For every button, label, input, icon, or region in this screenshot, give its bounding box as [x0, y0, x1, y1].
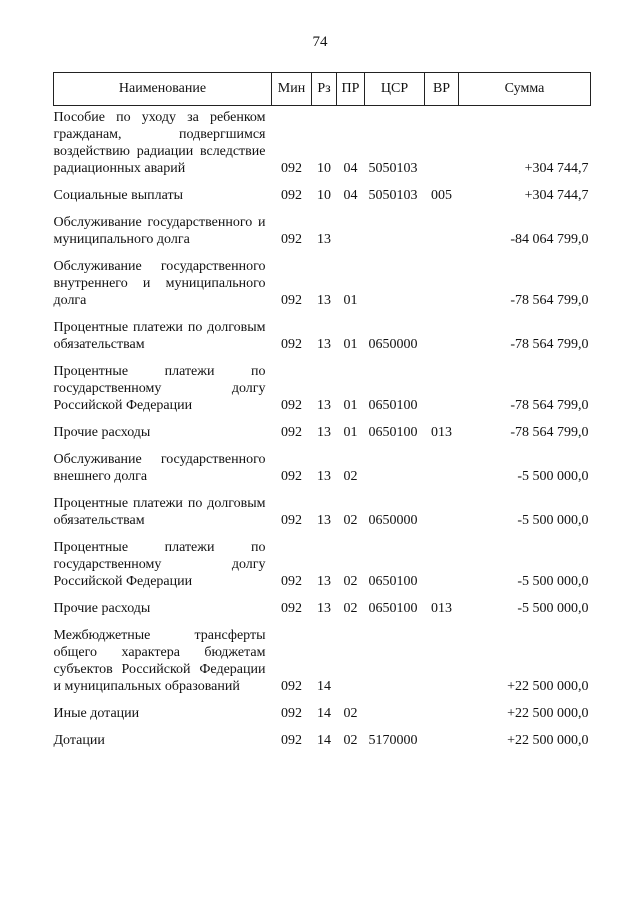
row-rz: 13	[317, 232, 331, 247]
row-sum: -78 564 799,0	[510, 398, 589, 413]
table-row	[54, 451, 591, 495]
row-csr: 5050103	[368, 161, 418, 176]
table-row	[54, 539, 591, 600]
row-min: 092	[281, 161, 302, 176]
row-csr: 0650100	[368, 425, 418, 440]
row-name: Обслуживание государственного внутреннего и муниципального долга	[53, 259, 266, 308]
row-vr: 013	[431, 601, 452, 616]
row-name: Процентные платежи по долговым обязательствам	[53, 496, 266, 528]
row-min: 092	[281, 469, 302, 484]
row-csr	[365, 258, 425, 319]
row-name: Процентные платежи по государственному долгу Российской Федерации	[53, 364, 266, 413]
row-csr	[365, 627, 425, 705]
row-name: Прочие расходы	[53, 601, 151, 616]
row-sum: +22 500 000,0	[507, 706, 589, 721]
row-min: 092	[281, 337, 302, 352]
row-pr: 02	[343, 469, 358, 484]
row-pr	[337, 627, 365, 705]
row-name: Обслуживание государственного внешнего долга	[53, 452, 266, 484]
row-vr	[425, 451, 459, 495]
row-sum: +304 744,7	[524, 161, 589, 176]
row-min: 092	[281, 232, 302, 247]
row-vr	[425, 319, 459, 363]
row-rz: 14	[317, 679, 331, 694]
row-csr: 0650100	[368, 398, 418, 413]
page-number: 74	[312, 34, 328, 50]
row-sum: +22 500 000,0	[507, 679, 589, 694]
row-name: Иные дотации	[53, 706, 140, 721]
row-pr: 01	[343, 398, 358, 413]
header-name: Наименование	[54, 73, 272, 106]
row-min: 092	[281, 733, 302, 748]
table-body	[54, 106, 591, 760]
row-vr	[425, 258, 459, 319]
row-pr: 04	[343, 188, 358, 203]
row-pr: 02	[343, 706, 358, 721]
row-sum: -78 564 799,0	[510, 425, 589, 440]
row-name: Пособие по уходу за ребенком гражданам, подвергшимся воздействию радиации вследствие радиационных аварий	[53, 110, 266, 176]
row-csr: 0650100	[368, 574, 418, 589]
row-sum: -78 564 799,0	[510, 337, 589, 352]
row-pr	[337, 214, 365, 258]
row-pr: 01	[343, 337, 358, 352]
row-rz: 14	[317, 706, 331, 721]
row-min: 092	[281, 398, 302, 413]
table-row	[54, 187, 591, 214]
row-vr	[425, 214, 459, 258]
row-pr: 02	[343, 574, 358, 589]
header-pr: ПР	[337, 73, 365, 106]
table-row	[54, 627, 591, 705]
row-pr: 02	[343, 733, 358, 748]
row-rz: 13	[317, 425, 331, 440]
row-vr	[425, 705, 459, 732]
row-rz: 13	[317, 513, 331, 528]
row-sum: +22 500 000,0	[507, 733, 589, 748]
table-header	[54, 73, 591, 106]
row-min: 092	[281, 574, 302, 589]
row-csr: 5050103	[368, 188, 418, 203]
row-vr	[425, 627, 459, 705]
row-sum: -5 500 000,0	[517, 513, 589, 528]
row-vr: 005	[431, 188, 452, 203]
row-rz: 13	[317, 293, 331, 308]
table-row	[54, 705, 591, 732]
row-vr	[425, 495, 459, 539]
row-sum: +304 744,7	[524, 188, 589, 203]
table-row	[54, 106, 591, 188]
header-min: Мин	[272, 73, 312, 106]
row-rz: 14	[317, 733, 331, 748]
row-pr: 04	[343, 161, 358, 176]
table-row	[54, 214, 591, 258]
row-name: Социальные выплаты	[53, 188, 184, 203]
table-row	[54, 600, 591, 627]
header-sum: Сумма	[459, 73, 591, 106]
row-min: 092	[281, 679, 302, 694]
row-rz: 13	[317, 337, 331, 352]
row-min: 092	[281, 513, 302, 528]
header-rz: Рз	[312, 73, 337, 106]
row-name: Межбюджетные трансферты общего характера бюджетам субъектов Российской Федерации и муниципальных образований	[53, 628, 266, 694]
row-csr	[365, 451, 425, 495]
row-rz: 13	[317, 469, 331, 484]
row-rz: 13	[317, 398, 331, 413]
row-rz: 13	[317, 574, 331, 589]
header-vr: ВР	[425, 73, 459, 106]
row-rz: 10	[317, 188, 331, 203]
table-row	[54, 495, 591, 539]
row-vr	[425, 732, 459, 759]
row-vr	[425, 539, 459, 600]
table-row	[54, 424, 591, 451]
row-vr	[425, 106, 459, 188]
table-row	[54, 732, 591, 759]
row-rz: 13	[317, 601, 331, 616]
row-min: 092	[281, 293, 302, 308]
row-sum: -84 064 799,0	[510, 232, 589, 247]
header-csr: ЦСР	[365, 73, 425, 106]
row-name: Обслуживание государственного и муниципального долга	[53, 215, 266, 247]
budget-table	[53, 72, 591, 759]
row-min: 092	[281, 706, 302, 721]
row-min: 092	[281, 425, 302, 440]
row-pr: 01	[343, 425, 358, 440]
row-name: Прочие расходы	[53, 425, 151, 440]
row-pr: 02	[343, 513, 358, 528]
row-vr	[425, 363, 459, 424]
row-min: 092	[281, 188, 302, 203]
row-pr: 02	[343, 601, 358, 616]
row-name: Процентные платежи по долговым обязательствам	[53, 320, 266, 352]
row-vr: 013	[431, 425, 452, 440]
row-pr: 01	[343, 293, 358, 308]
row-min: 092	[281, 601, 302, 616]
row-name: Процентные платежи по государственному долгу Российской Федерации	[53, 540, 266, 589]
row-sum: -78 564 799,0	[510, 293, 589, 308]
row-csr: 0650000	[368, 337, 418, 352]
row-sum: -5 500 000,0	[517, 574, 589, 589]
row-csr: 0650100	[368, 601, 418, 616]
table-row	[54, 319, 591, 363]
row-name: Дотации	[53, 733, 105, 748]
row-sum: -5 500 000,0	[517, 601, 589, 616]
row-sum: -5 500 000,0	[517, 469, 589, 484]
row-csr: 0650000	[368, 513, 418, 528]
table-row	[54, 258, 591, 319]
row-csr	[365, 214, 425, 258]
table-row	[54, 363, 591, 424]
row-csr	[365, 705, 425, 732]
row-csr: 5170000	[368, 733, 418, 748]
row-rz: 10	[317, 161, 331, 176]
